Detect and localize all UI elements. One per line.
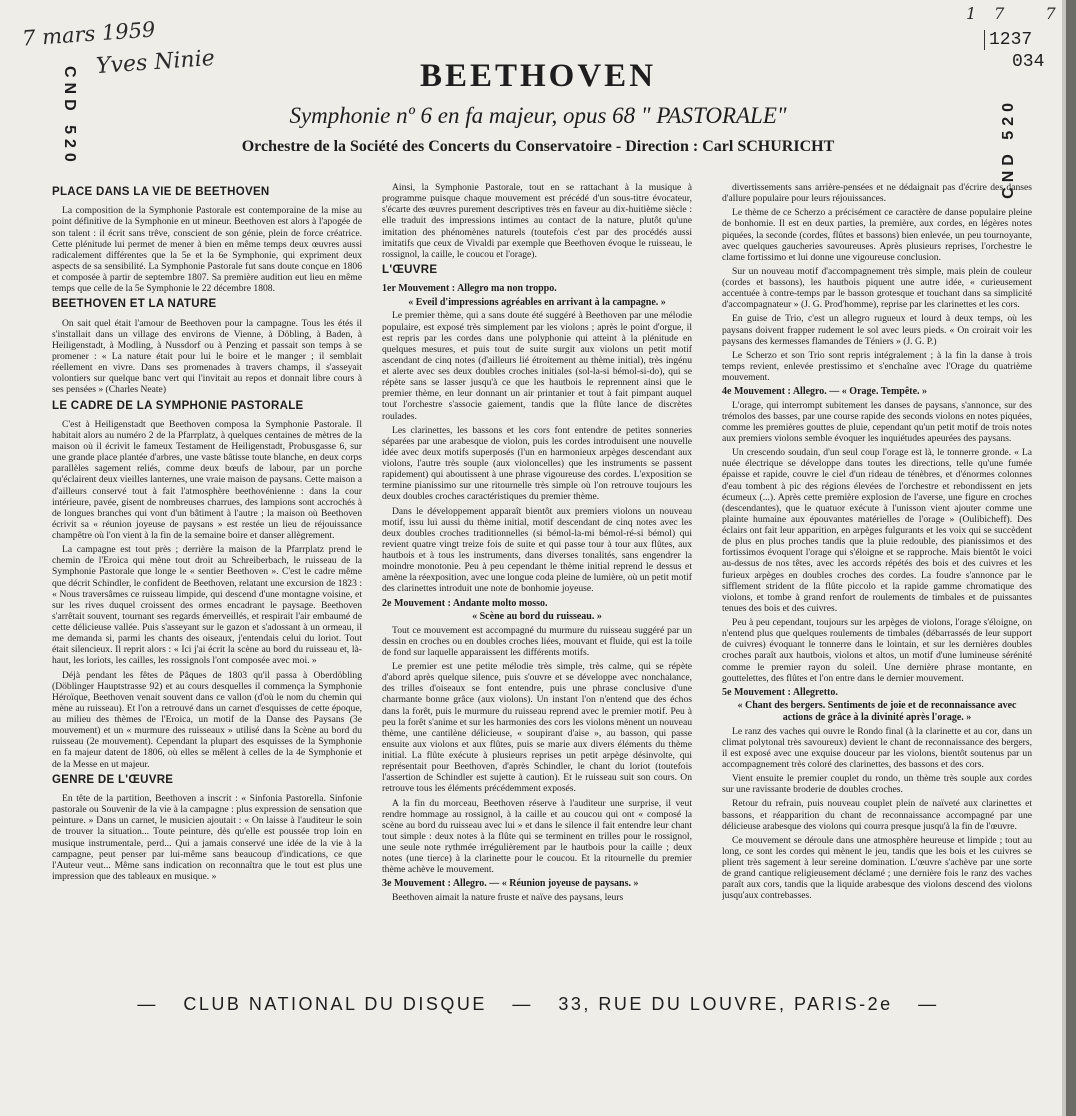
section-heading: L'ŒUVRE bbox=[382, 263, 438, 276]
paragraph: Un crescendo soudain, d'un seul coup l'orage est là, le tonnerre gronde. « La nuée électrique se développe dans toutes les directions, telle qu'une fumée épaisse et rapide, couvre le ciel d'un rideau de ténèbres, et d'énormes colonnes d'eau tombent à pic des régions élevées de l'orchestre et rebondissent en jets écumeux (...). Après cette première explosion de l'averse, une figure en croches (descendantes), que le quatuor exécute à l'unisson vient ajouter comme une plainte humaine aux épouvantes matérielles de l'orage » (Oulibicheff). Des éclairs ont fait leur apparition, en arpèges fulgurants et les voix qui se succèdent de plus en plus proches tandis que la pluie redouble, des pianissimos et des fortissimos évoquent l'orage qui s'éloigne et se rapproche. Mais bientôt le voici au-dessus de nos têtes, avec les accords répétés des bois et des cuivres et les furieux arpèges en doubles croches des cordes. La foudre s'annonce par le sifflement strident de la flûte piccolo et la rapide gamme chromatique des violons, et tombe à grand renfort de roulements de timbales et de puissantes tenues des bois et des cuivres. bbox=[722, 447, 1032, 614]
movement-heading: 1er Mouvement : Allegro ma non troppo. bbox=[382, 283, 557, 295]
footer-dash: — bbox=[512, 994, 533, 1014]
paragraph: A la fin du morceau, Beethoven réserve à l'auditeur une surprise, il veut rendre hommage au rossignol, à la caille et au coucou qui ont « composé la scène au bord du ruisseau avec lui » et dans le silence il fait entendre leur chant tout simple : deux notes à la flûte qui se terminent en trilles pour le rossignol, une seule note rythmée irrégulièrement par le hautbois pour la caille ; deux notes (une tierce) à la clarinette pour le coucou. Et la ritournelle du premier thème achève le mouvement. bbox=[382, 797, 692, 876]
publisher-footer bbox=[0, 994, 1076, 1015]
stamp-number: 1237 bbox=[984, 30, 1032, 50]
paragraph: Le premier est une petite mélodie très simple, très calme, qui se répète d'abord après quelque silence, puis s'ouvre et se développe avec nonchalance, des trilles d'oiseaux se font entendre, puis une phrase conclusive d'une charmante bonne grâce (aux violons). Un instant l'on n'entend que des échos dans la forêt, puis le murmure du ruisseau reprend avec le premier motif. Peu à peu la forêt s'anime et sur les harmonies des cors les violons mènent un nouveau thème, une cantilène délicieuse, « soupirant d'aise », au basson, qui passe ensuite aux violons et aux flûtes, puis se marie aux divers éléments du thème initial. La flûte exécute à plusieurs reprises un petit arpège désinvolte, qui représentait pour Beethoven, d'après Schindler, le chant du loriot (toutefois l'assertion de Schindler est sujette à caution). Et le ruisseau suit son cours. On retrouve tous les éléments précédemment exposés. bbox=[382, 661, 692, 795]
text-column-1 bbox=[52, 182, 362, 982]
publisher-address: 33, RUE DU LOUVRE, PARIS-2e bbox=[558, 994, 893, 1014]
section-heading: LE CADRE DE LA SYMPHONIE PASTORALE bbox=[52, 399, 304, 412]
movement-subtitle: « Eveil d'impressions agréables en arrivant à la campagne. » bbox=[408, 296, 666, 308]
paragraph: L'orage, qui interrompt subitement les danses de paysans, s'annonce, sur des trémolos des basses, par une course rapide des seconds violons en notes piquées, comme les premières gouttes de pluie, cependant qu'un petit motif de trois notes aux premiers violons semble évoquer les inquiétudes apeurées des paysans. bbox=[722, 399, 1032, 445]
movement-subtitle: « Scène au bord du ruisseau. » bbox=[472, 611, 602, 623]
paragraph: Ainsi, la Symphonie Pastorale, tout en se rattachant à la musique à programme puisque chaque mouvement est précédé d'un sous-titre évocateur, s'écarte des œuvres purement descriptives très en faveur au dix-huitième siècle : elle traduit des impressions intimes au contact de la nature, plutôt qu'une imitation des phénomènes naturels (toutefois c'est par des procédés aussi imitatifs que ceux de Vivaldi par exemple que Beethoven évoque le ruisseau, le rossignol, la caille, le coucou et l'orage). bbox=[382, 182, 692, 260]
paragraph: La composition de la Symphonie Pastorale est contemporaine de la mise au point définitive de la Symphonie en ut mineur. Beethoven est alors à l'apogée de son talent : il écrit sans trêve, conscient de son génie, plein de force créatrice. Cette plénitude lui permet de mener à bien en même temps deux œuvres aussi radicalement différentes que la 5e et la 6e Symphonie, qui expriment deux aspects de sa sensibilité. La Symphonie Pastorale fut sans doute conçue en 1806 et composée à partir de septembre 1807. Sa première audition eut lieu en même temps que celle de la 5e Symphonie le 22 décembre 1808. bbox=[52, 205, 362, 295]
text-column-3 bbox=[722, 182, 1032, 982]
page-edge-shadow bbox=[1066, 0, 1076, 1116]
section-heading: PLACE DANS LA VIE DE BEETHOVEN bbox=[52, 186, 270, 198]
paragraph: En tête de la partition, Beethoven a inscrit : « Sinfonia Pastorella. Sinfonie pastorale ou Souvenir de la vie à la campagne : plus expression de sensation que peinture. » Dans un carnet, le musicien ajoutait : « On laisse à l'auditeur le soin de trouver la situation... Toute peinture, dès qu'elle est poussée trop loin en musique instrumentale, perd... Qui a jamais conservé une idée de la vie à la campagne, peut penser par lui-même sans beaucoup d'indications, ce que l'Auteur veut... Même sans indication on reconnaîtra que le tout est plus une impression que des tableaux en musique. » bbox=[52, 793, 362, 882]
text-column-2 bbox=[382, 182, 692, 982]
footer-dash: — bbox=[137, 994, 158, 1014]
movement-subtitle: « Chant des bergers. Sentiments de joie et de reconnaissance avec actions de grâce à la divinité après l'orage. » bbox=[737, 700, 1017, 724]
work-subtitle: Symphonie nº 6 en fa majeur, opus 68 " PASTORALE" bbox=[289, 103, 787, 128]
paragraph: En guise de Trio, c'est un allegro rugueux et lourd à deux temps, où les paysans doivent frapper rudement le sol avec leurs pieds. « On croirait voir les paysans des kermesses flamandes de Téniers » (J. G. P.) bbox=[722, 313, 1032, 347]
paragraph: Le thème de ce Scherzo a précisément ce caractère de danse populaire pleine de bonhomie. Il est en deux parties, la première, aux cordes, en légères notes piquées, la seconde (cordes, flûtes et bassons) bien enlevée, un peu tournoyante, avec quelques gaucheries savoureuses. Après plusieurs reprises, l'orchestre le clame fortissimo et lui donne une vigoureuse conclusion. bbox=[722, 207, 1032, 263]
paragraph: Ce mouvement se déroule dans une atmosphère heureuse et limpide ; tout au long, ce sont les cordes qui mènent le jeu, tandis que les bois et les cuivres se plient très sagement à leur sereine domination. L'œuvre s'achève par une sorte de grand cantique religieusement déclamé ; une dernière fois le ranz des vaches paraît aux cors, tandis que la liquide arabesque des violons descend des violons jusqu'aux contrebasses. bbox=[722, 834, 1032, 902]
composer-title: BEETHOVEN bbox=[419, 58, 657, 94]
paragraph: Tout ce mouvement est accompagné du murmure du ruisseau suggéré par un dessin en croches ou en doubles croches liées, mouvant et fluide, qui est la toile de fond sur laquelle apparaissent les différents motifs. bbox=[382, 624, 692, 658]
paragraph: On sait quel était l'amour de Beethoven pour la campagne. Tous les étés il s'installait dans un village des environs de Vienne, à Döbling, à Baden, à Heiligenstadt, à Modling, à Nussdorf ou à Penzing et passait son temps à se promener : « La nature était pour lui le boire et le manger ; il semblait réellement en vivre. Dans ses promenades à travers champs, il s'asseyait volontiers sur quelque banc vert qui l'invitait au repos et donnait libre cours à ses pensées » (Charles Neate) bbox=[52, 317, 362, 396]
footer-dash: — bbox=[918, 994, 939, 1014]
handwritten-corner-note: 17 7 bbox=[966, 4, 1074, 23]
paragraph: Sur un nouveau motif d'accompagnement très simple, mais plein de couleur (cordes et bassons), les hautbois piquent une autre idée, « curieusement accentuée à contre-temps par le basson grotesque et touchant dans sa simplicité d'accompagnateur » (J. G. Prod'homme), reprise par les clarinettes et les cors. bbox=[722, 265, 1032, 311]
movement-heading: 3e Mouvement : Allegro. — « Réunion joyeuse de paysans. » bbox=[382, 878, 639, 890]
paragraph: La campagne est tout près ; derrière la maison de la Pfarrplatz prend le chemin de l'Eroica qui mène tout droit au Schreiberbach, le ruisseau de la Symphonie Pastorale que longe le « sentier Beethoven ». C'est le cadre même que décrit Schindler, le confident de Beethoven, relatant une excursion de 1823 : « Nous traversâmes ce ruisseau limpide, qui descend d'une montagne voisine, et sur les rives duquel croissent des ormes encadrant le paysage. Beethoven s'arrêtait souvent, tournant ses regards émerveillés, et respirait l'air embaumé de cette délicieuse vallée. Puis s'asseyant sur le gazon et s'adossant à un ormeau, il me demanda si, parmi les chants des oiseaux, j'entendais celui du loriot. Tout était silencieux. Il reprit alors : « Ici j'ai écrit la scène au bord du ruisseau et, là-haut, les loriots, les cailles, les rossignols l'ont composée avec moi. » bbox=[52, 544, 362, 667]
paragraph: divertissements sans arrière-pensées et ne dédaignait pas d'écrire des danses d'allure populaire pour leurs réjouissances. bbox=[722, 182, 1032, 205]
catalog-number-right: CND 520 bbox=[1000, 98, 1017, 199]
movement-heading: 2e Mouvement : Andante molto mosso. bbox=[382, 597, 548, 609]
paragraph: Les clarinettes, les bassons et les cors font entendre de petites sonneries séparées par une arabesque de violon, puis les cordes introduisent une nouvelle idée avec deux motifs superposés (l'un en harmonieux arpèges descendant aux violons, l'autre très souple (aux violoncelles) que les instruments se passent rapidement) qui aboutissent à une phrase vigoureuse des cordes. L'exposition se termine pianissimo sur une ritournelle très simple où l'on retrouve toujours les deux doubles croches caractéristiques du premier thème. bbox=[382, 424, 692, 503]
movement-heading: 4e Mouvement : Allegro. — « Orage. Tempête. » bbox=[722, 386, 928, 398]
handwritten-date: 7 mars 1959 bbox=[21, 17, 157, 51]
section-heading: GENRE DE L'ŒUVRE bbox=[52, 773, 174, 786]
stamp-number-secondary: 034 bbox=[1012, 52, 1045, 72]
paragraph: Déjà pendant les fêtes de Pâques de 1803 qu'il passa à Oberdöbling (Döblinger Hauptstrasse 92) et au cours desquelles il commença la Symphonie Héroïque, Beethoven venait souvent dans ce vallon (d'où le nom du chemin qui mène au ruisseau). Et l'on a retrouvé dans un carnet d'esquisses de cette époque, au milieu des thèmes de l'Eroica, un motif de la Danse des Paysans (3e mouvement) et un « murmure des ruisseaux » utilisé dans la Scène au bord du ruisseau (2e mouvement). Cependant la plupart des esquisses de la Symphonie en fa majeur datent de 1806, où elles se mêlent à celles de la 4e Symphonie et de la Messe en ut majeur. bbox=[52, 669, 362, 770]
movement-heading: 5e Mouvement : Allegretto. bbox=[722, 686, 838, 698]
paragraph: Dans le développement apparaît bientôt aux premiers violons un nouveau motif, issu lui aussi du thème initial, motif descendant de cinq notes avec les deux doubles croches traditionnelles (si bémol-la-mi bémol-ré-si bémol) qui revient quatre vingt treize fois de suite et qui passe tour à tour aux flûtes, aux hautbois et à tous les instruments, dans diverses tonalités, sans engendrer la moindre monotonie. Peu à peu cependant le thème initial reprend le dessus et amène la réexposition, avec une longue coda pleine de lumière, où un petit motif des clarinettes introduit une note de bonhomie joyeuse. bbox=[382, 505, 692, 595]
paragraph: Peu à peu cependant, toujours sur les arpèges de violons, l'orage s'éloigne, on n'entend plus que quelques roulements de timbales (débarrassés de leur support de cuivres) évoquant le tonnerre dans le lointain, et sur les dernières doubles croches paraît aux hautbois, violons et altos, un motif d'une lumineuse sérénité comme le premier rayon du soleil. Une dernière phrase montante, en gouttelettes, des flûtes et l'on entre dans le dernier mouvement. bbox=[722, 617, 1032, 684]
paragraph: C'est à Heiligenstadt que Beethoven composa la Symphonie Pastorale. Il habitait alors au numéro 2 de la Pfarrplatz, à quelques centaines de mètres de la maison où il écrivit le fameux Testament de Heiligenstadt, Probusgasse 6, sur une grande place plantée d'arbres, une vaste bâtisse toute blanche, en deux corps parallèles sagement reliés, comme deux bœufs de labour, par un porche qu'éclairent deux vieilles lanternes, une vraie maison de paysans. Cette maison a d'ailleurs conservé tout à fait l'atmosphère beethovénienne : dans la cour intérieure, pavée, gisent de nombreuses charrues, des lampions sont accrochés à de longues branches qui vont d'un bâtiment à l'autre ; la maison où Beethoven écrivit sa « réunion joyeuse de paysans » est restée un lieu de réjouissance champêtre où l'on vient à la fin de la semaine boire et danser allègrement. bbox=[52, 418, 362, 542]
handwritten-signature: Yves Ninie bbox=[95, 45, 216, 80]
paragraph: Retour du refrain, puis nouveau couplet plein de naïveté aux clarinettes et bassons, et réapparition du chant de reconnaissance accompagné par une délicieuse arabesque des violons qui courra presque jusqu'à la fin de l'œuvre. bbox=[722, 798, 1032, 832]
performers-line: Orchestre de la Société des Concerts du Conservatoire - Direction : Carl SCHURICHT bbox=[241, 138, 835, 155]
paragraph: Beethoven aimait la nature fruste et naïve des paysans, leurs bbox=[392, 892, 624, 904]
catalog-number-left: CND 520 bbox=[61, 66, 78, 167]
section-heading: BEETHOVEN ET LA NATURE bbox=[52, 298, 217, 311]
paragraph: Le Scherzo et son Trio sont repris intégralement ; à la fin la danse à trois temps revient, enlevée prestissimo et s'enchaîne avec l'Orage du quatrième mouvement. bbox=[722, 349, 1032, 383]
paragraph: Le premier thème, qui a sans doute été suggéré à Beethoven par une mélodie populaire, est exposé très simplement par les violons ; après le point d'orgue, il est repris par les cordes dans une polyphonie qui atteint à la plénitude en quelques mesures, et puis tout de suite surgit aux violons un petit motif ascendant de cinq notes (d'ailleurs lié étroitement au thème initial), très ingénu et alerte avec ses deux doubles croches initiales (sol-la-si bémol-si-do), qui se répète sans se lasser jusqu'à ce que les hautbois le reprennent ainsi que le premier thème, en leur donnant un air printanier et tout à fait pimpant auquel tout l'orchestre s'associe gaiement, tandis que la flûte lance de discrètes roulades. bbox=[382, 310, 692, 422]
paragraph: Le ranz des vaches qui ouvre le Rondo final (à la clarinette et au cor, dans un climat polytonal très savoureux) devient le chant de reconnaissance des bergers, il est exposé avec une exquise douceur par les violons, bientôt soutenus par un accompagnement très coloré des clarinettes, des bassons et des cors. bbox=[722, 725, 1032, 770]
publisher-name: CLUB NATIONAL DU DISQUE bbox=[183, 994, 487, 1014]
paragraph: Vient ensuite le premier couplet du rondo, un thème très souple aux cordes sur une ravissante broderie de doubles croches. bbox=[722, 773, 1032, 796]
